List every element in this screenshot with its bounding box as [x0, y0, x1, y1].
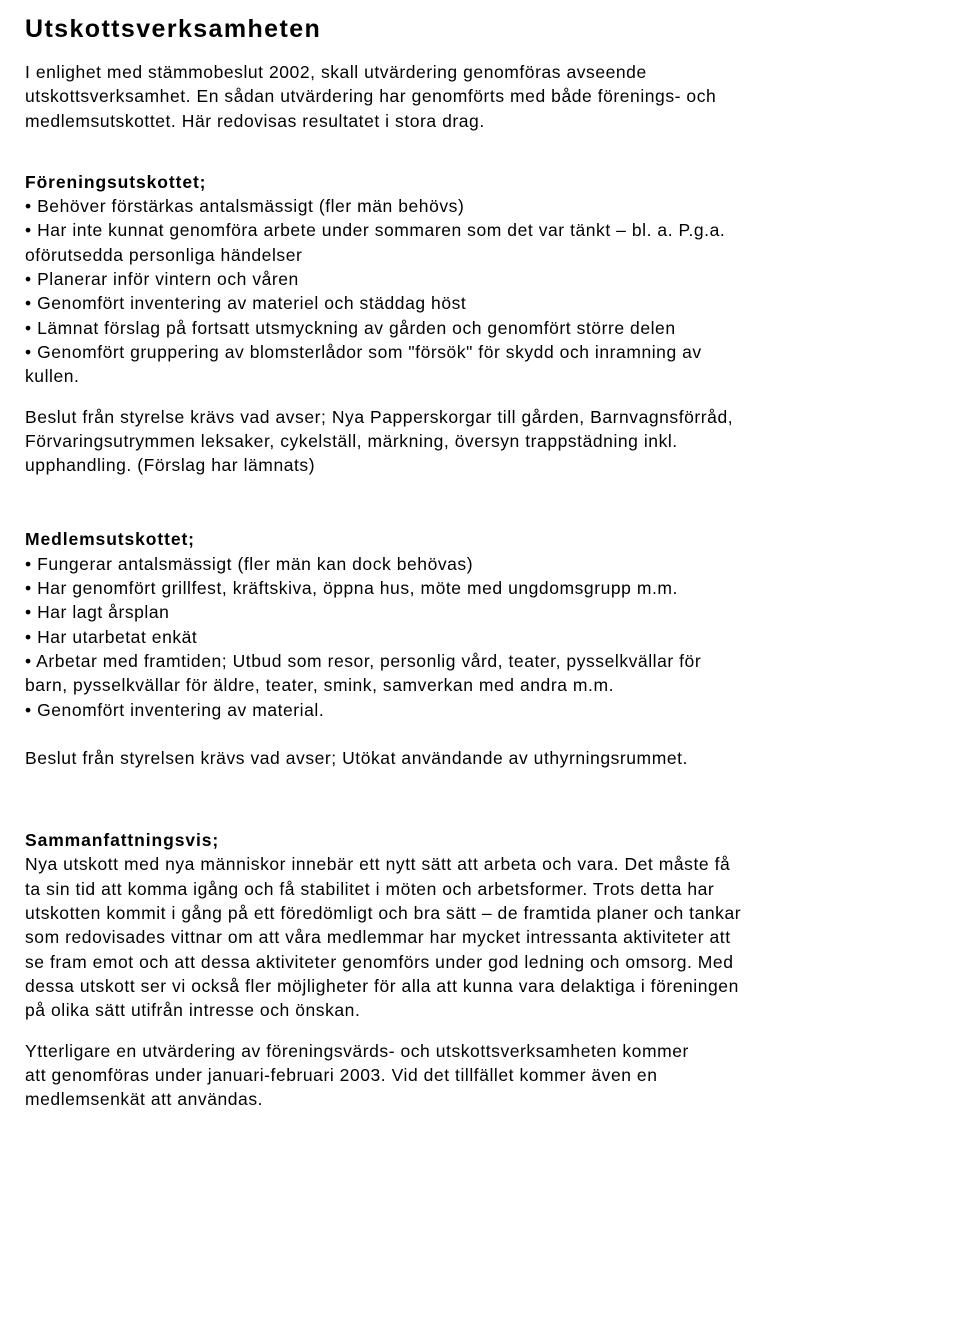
followup-line: medlemsenkät att användas. [25, 1089, 264, 1110]
document-title: Utskottsverksamheten [25, 15, 322, 43]
list-item: • Planerar inför vintern och våren [25, 269, 299, 290]
medlemsutskottet-list [25, 552, 920, 722]
list-item: • Arbetar med framtiden; Utbud som resor, personlig vård, teater, pysselkvällar för [25, 650, 702, 671]
summary-line: dessa utskott ser vi också fler möjligheter för alla att kunna vara delaktiga i föreningen [25, 975, 739, 996]
list-item: kullen. [25, 366, 80, 387]
foreningsutskottet-heading: Föreningsutskottet; [25, 171, 207, 192]
sammanfattning-heading: Sammanfattningsvis; [25, 830, 220, 851]
summary-line: Nya utskott med nya människor innebär ett nytt sätt att arbeta och vara. Det måste få [25, 854, 731, 875]
foreningsutskottet-decision [25, 405, 920, 478]
list-item: barn, pysselkvällar för äldre, teater, smink, samverkan med andra m.m. [25, 675, 614, 696]
summary-line: utskotten kommit i gång på ett föredömligt och bra sätt – de framtida planer och tankar [25, 903, 742, 924]
list-item: oförutsedda personliga händelser [25, 244, 303, 265]
followup-line: Ytterligare en utvärdering av föreningsvärds- och utskottsverksamheten kommer [25, 1040, 689, 1061]
sammanfattning-paragraph [25, 852, 920, 1022]
medlemsutskottet-heading: Medlemsutskottet; [25, 529, 195, 550]
foreningsutskottet-list [25, 194, 920, 388]
list-item: • Har lagt årsplan [25, 602, 170, 623]
list-item: • Genomfört gruppering av blomsterlådor som "försök" för skydd och inramning av [25, 341, 702, 362]
list-item: • Har utarbetat enkät [25, 626, 198, 647]
medlemsutskottet-decision [25, 746, 920, 770]
list-item: • Har inte kunnat genomföra arbete under sommaren som det var tänkt – bl. a. P.g.a. [25, 220, 726, 241]
list-item: • Behöver förstärkas antalsmässigt (fler män behövs) [25, 196, 465, 217]
intro-line: utskottsverksamhet. En sådan utvärdering har genomförts med både förenings- och [25, 86, 717, 107]
intro-paragraph [25, 60, 920, 133]
intro-line: I enlighet med stämmobeslut 2002, skall utvärdering genomföras avseende [25, 62, 647, 82]
summary-line: se fram emot och att dessa aktiviteter genomförs under god ledning och omsorg. Med [25, 951, 734, 972]
foreningsutskottet-section [25, 170, 920, 478]
summary-line: som redovisades vittnar om att våra medlemmar har mycket intressanta aktiviteter att [25, 927, 731, 948]
intro-line: medlemsutskottet. Här redovisas resultatet i stora drag. [25, 110, 485, 131]
decision-line: upphandling. (Förslag har lämnats) [25, 455, 316, 476]
summary-line: ta sin tid att komma igång och få stabilitet i möten och arbetsformer. Trots detta har [25, 878, 715, 899]
sammanfattning-section [25, 828, 920, 1111]
list-item: • Genomfört inventering av materiel och städdag höst [25, 293, 467, 314]
decision-line: Förvaringsutrymmen leksaker, cykelställ, märkning, översyn trappstädning inkl. [25, 430, 678, 451]
decision-line: Beslut från styrelsen krävs vad avser; Utökat användande av uthyrningsrummet. [25, 747, 688, 768]
medlemsutskottet-section [25, 527, 920, 770]
list-item: • Lämnat förslag på fortsatt utsmyckning av gården och genomfört större delen [25, 317, 676, 338]
list-item: • Genomfört inventering av material. [25, 699, 325, 720]
list-item: • Har genomfört grillfest, kräftskiva, öppna hus, möte med ungdomsgrupp m.m. [25, 578, 678, 599]
list-item: • Fungerar antalsmässigt (fler män kan dock behövas) [25, 553, 474, 574]
followup-paragraph [25, 1039, 920, 1112]
summary-line: på olika sätt utifrån intresse och önskan. [25, 1000, 361, 1021]
followup-line: att genomföras under januari-februari 2003. Vid det tillfället kommer även en [25, 1064, 658, 1085]
decision-line: Beslut från styrelse krävs vad avser; Nya Papperskorgar till gården, Barnvagnsförråd, [25, 406, 734, 427]
